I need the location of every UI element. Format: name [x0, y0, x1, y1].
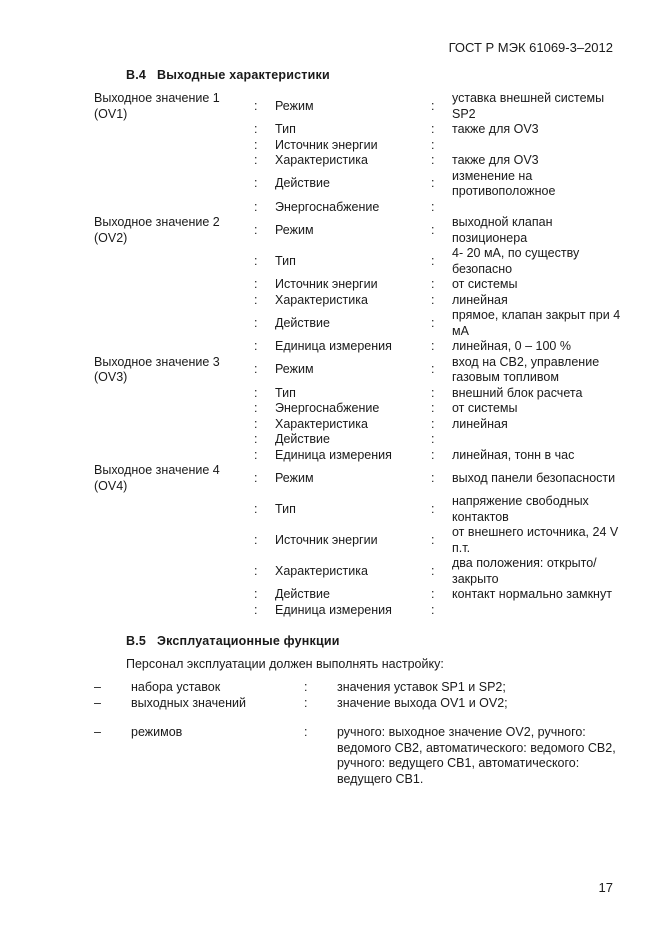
spec-row: [94, 277, 622, 293]
spec-row: [94, 556, 622, 587]
parameter-value: контакт нормально замкнут: [452, 587, 612, 601]
spec-row: [94, 308, 622, 339]
colon-separator: :: [254, 176, 258, 191]
colon-separator: :: [431, 602, 435, 617]
output-name-empty: [94, 386, 254, 402]
output-name-empty: [94, 432, 254, 448]
parameter-name: Характеристика: [275, 416, 368, 431]
colon-separator: :: [431, 385, 435, 400]
parameter-name: Единица измерения: [275, 339, 392, 353]
colon-separator: :: [431, 222, 435, 237]
b5-intro-text: Персонал эксплуатации должен выполнять настройку:: [126, 657, 444, 671]
document-header: ГОСТ Р МЭК 61069-3–2012: [448, 40, 613, 55]
operation-value: значения уставок SP1 и SP2;: [337, 680, 506, 694]
parameter-name: Характеристика: [275, 563, 368, 578]
colon-separator: :: [254, 98, 258, 113]
output-name-empty: [94, 556, 254, 587]
parameter-name: Действие: [275, 315, 330, 330]
colon-separator: :: [254, 222, 258, 237]
parameter-value: от внешнего источника, 24 V п.т.: [452, 525, 619, 555]
spec-row: [94, 153, 622, 169]
colon-separator: :: [254, 122, 258, 136]
operation-name: набора уставок: [131, 680, 221, 694]
output-name: Выходное значение 4 (OV4): [94, 463, 220, 493]
colon-separator: :: [431, 339, 435, 353]
colon-separator: :: [431, 587, 435, 601]
operation-value: ручного: выходное значение OV2, ручного: ведомого СВ2, автоматического: ведомого СВ2, ручного: ведущего СВ1, автоматического: ведущего СВ1.: [337, 725, 616, 786]
output-name-empty: [94, 401, 254, 417]
colon-separator: :: [431, 153, 435, 167]
parameter-value: изменение на противоположное: [452, 168, 556, 198]
spec-row: [94, 448, 622, 464]
colon-separator: :: [254, 416, 258, 431]
parameter-name: Источник энергии: [275, 277, 378, 291]
spec-row: [94, 293, 622, 309]
list-spacer: [94, 711, 617, 725]
parameter-value: линейная, 0 – 100 %: [452, 339, 571, 353]
parameter-name: Источник энергии: [275, 137, 378, 152]
colon-separator: :: [431, 401, 435, 415]
spec-row: [94, 91, 622, 122]
colon-separator: :: [431, 277, 435, 291]
section-b4-title: Выходные характеристики: [157, 68, 330, 82]
spec-row: [94, 417, 622, 433]
section-b5-number: B.5: [126, 634, 147, 648]
spec-row: [94, 525, 622, 556]
colon-separator: :: [431, 199, 435, 214]
parameter-name: Режим: [275, 362, 314, 377]
parameter-name: Режим: [275, 222, 314, 237]
colon-separator: :: [304, 680, 308, 694]
colon-separator: :: [431, 362, 435, 377]
parameter-name: Действие: [275, 432, 330, 446]
parameter-value: от системы: [452, 401, 518, 415]
section-b5-heading: [126, 634, 340, 648]
output-name-empty: [94, 417, 254, 433]
output-name-empty: [94, 339, 254, 355]
parameter-name: Действие: [275, 176, 330, 191]
spec-row: [94, 246, 622, 277]
output-name: Выходное значение 1 (OV1): [94, 91, 220, 121]
colon-separator: :: [431, 501, 435, 516]
colon-separator: :: [254, 587, 258, 601]
operation-item: [94, 680, 617, 696]
section-b4-heading: [126, 68, 330, 82]
spec-row: [94, 587, 622, 603]
operation-item: [94, 725, 617, 787]
operation-name: выходных значений: [131, 695, 246, 710]
output-name-empty: [94, 153, 254, 169]
spec-row: [94, 463, 622, 494]
colon-separator: :: [304, 695, 308, 710]
spec-row: [94, 494, 622, 525]
parameter-name: Тип: [275, 385, 296, 400]
parameter-value: выход панели безопасности: [452, 470, 616, 485]
colon-separator: :: [254, 153, 258, 167]
parameter-value: вход на СВ2, управление газовым топливом: [452, 354, 600, 384]
output-characteristics-table: [94, 91, 622, 618]
spec-row: [94, 339, 622, 355]
section-b4-number: B.4: [126, 68, 147, 82]
colon-separator: :: [431, 253, 435, 268]
output-name-empty: [94, 603, 254, 619]
colon-separator: :: [431, 432, 435, 446]
colon-separator: :: [254, 432, 258, 446]
list-dash: –: [94, 725, 101, 739]
output-name-empty: [94, 587, 254, 603]
parameter-value: уставка внешней системы SP2: [452, 91, 605, 121]
parameter-value: [452, 200, 622, 216]
parameter-name: Режим: [275, 98, 314, 113]
output-name-empty: [94, 138, 254, 154]
colon-separator: :: [431, 315, 435, 330]
colon-separator: :: [254, 362, 258, 377]
spec-row: [94, 122, 622, 138]
list-dash: –: [94, 695, 101, 710]
parameter-name: Единица измерения: [275, 447, 392, 462]
colon-separator: :: [254, 137, 258, 152]
output-name-empty: [94, 122, 254, 138]
colon-separator: :: [304, 725, 308, 739]
parameter-name: Тип: [275, 253, 296, 268]
parameter-value: [452, 432, 622, 448]
parameter-name: Действие: [275, 587, 330, 601]
parameter-value: от системы: [452, 277, 518, 291]
parameter-name: Режим: [275, 470, 314, 485]
parameter-value: два положения: открыто/закрыто: [452, 556, 597, 586]
colon-separator: :: [254, 315, 258, 330]
spec-row: [94, 215, 622, 246]
parameter-name: Тип: [275, 501, 296, 516]
colon-separator: :: [254, 532, 258, 547]
colon-separator: :: [254, 401, 258, 415]
section-b5-title: Эксплуатационные функции: [157, 634, 340, 648]
output-name: Выходное значение 3 (OV3): [94, 354, 220, 384]
list-dash: –: [94, 680, 101, 694]
spec-row: [94, 432, 622, 448]
parameter-value: 4- 20 мА, по существу безопасно: [452, 246, 580, 276]
parameter-value: также для OV3: [452, 153, 539, 167]
spec-row: [94, 401, 622, 417]
colon-separator: :: [431, 122, 435, 136]
spec-row: [94, 355, 622, 386]
parameter-value: внешний блок расчета: [452, 385, 583, 400]
output-name-empty: [94, 448, 254, 464]
colon-separator: :: [254, 563, 258, 578]
parameter-value: также для OV3: [452, 122, 539, 136]
parameter-value: [452, 603, 622, 619]
parameter-value: выходной клапан позиционера: [452, 215, 553, 245]
output-name-empty: [94, 494, 254, 525]
output-name: Выходное значение 2 (OV2): [94, 215, 220, 245]
operation-value: значение выхода OV1 и OV2;: [337, 695, 508, 710]
colon-separator: :: [254, 339, 258, 353]
colon-separator: :: [254, 470, 258, 485]
colon-separator: :: [431, 137, 435, 152]
spec-row: [94, 169, 622, 200]
colon-separator: :: [431, 532, 435, 547]
colon-separator: :: [254, 501, 258, 516]
output-name-empty: [94, 308, 254, 339]
output-name-empty: [94, 277, 254, 293]
parameter-name: Единица измерения: [275, 602, 392, 617]
parameter-value: линейная, тонн в час: [452, 447, 575, 462]
parameter-value: [452, 138, 622, 154]
colon-separator: :: [254, 292, 258, 307]
spec-row: [94, 603, 622, 619]
parameter-name: Энергоснабжение: [275, 401, 380, 415]
spec-row: [94, 138, 622, 154]
parameter-name: Характеристика: [275, 153, 368, 167]
colon-separator: :: [254, 199, 258, 214]
colon-separator: :: [431, 563, 435, 578]
colon-separator: :: [254, 277, 258, 291]
colon-separator: :: [431, 292, 435, 307]
operation-item: [94, 696, 617, 712]
page-number: 17: [598, 880, 613, 895]
spec-row: [94, 200, 622, 216]
spec-row: [94, 386, 622, 402]
parameter-name: Энергоснабжение: [275, 199, 380, 214]
parameter-name: Источник энергии: [275, 532, 378, 547]
operation-name: режимов: [131, 725, 183, 739]
colon-separator: :: [431, 470, 435, 485]
colon-separator: :: [254, 385, 258, 400]
parameter-value: линейная: [452, 292, 508, 307]
colon-separator: :: [431, 416, 435, 431]
colon-separator: :: [431, 176, 435, 191]
colon-separator: :: [431, 447, 435, 462]
colon-separator: :: [254, 447, 258, 462]
spacer-cell: [94, 711, 131, 725]
output-name-empty: [94, 293, 254, 309]
colon-separator: :: [254, 253, 258, 268]
parameter-name: Характеристика: [275, 292, 368, 307]
parameter-value: прямое, клапан закрыт при 4 мА: [452, 308, 621, 338]
output-name-empty: [94, 169, 254, 200]
colon-separator: :: [431, 98, 435, 113]
colon-separator: :: [254, 602, 258, 617]
parameter-value: напряжение свободных контактов: [452, 494, 589, 524]
operations-list: [94, 680, 617, 787]
parameter-name: Тип: [275, 122, 296, 136]
output-name-empty: [94, 525, 254, 556]
output-name-empty: [94, 246, 254, 277]
output-name-empty: [94, 200, 254, 216]
parameter-value: линейная: [452, 416, 508, 431]
